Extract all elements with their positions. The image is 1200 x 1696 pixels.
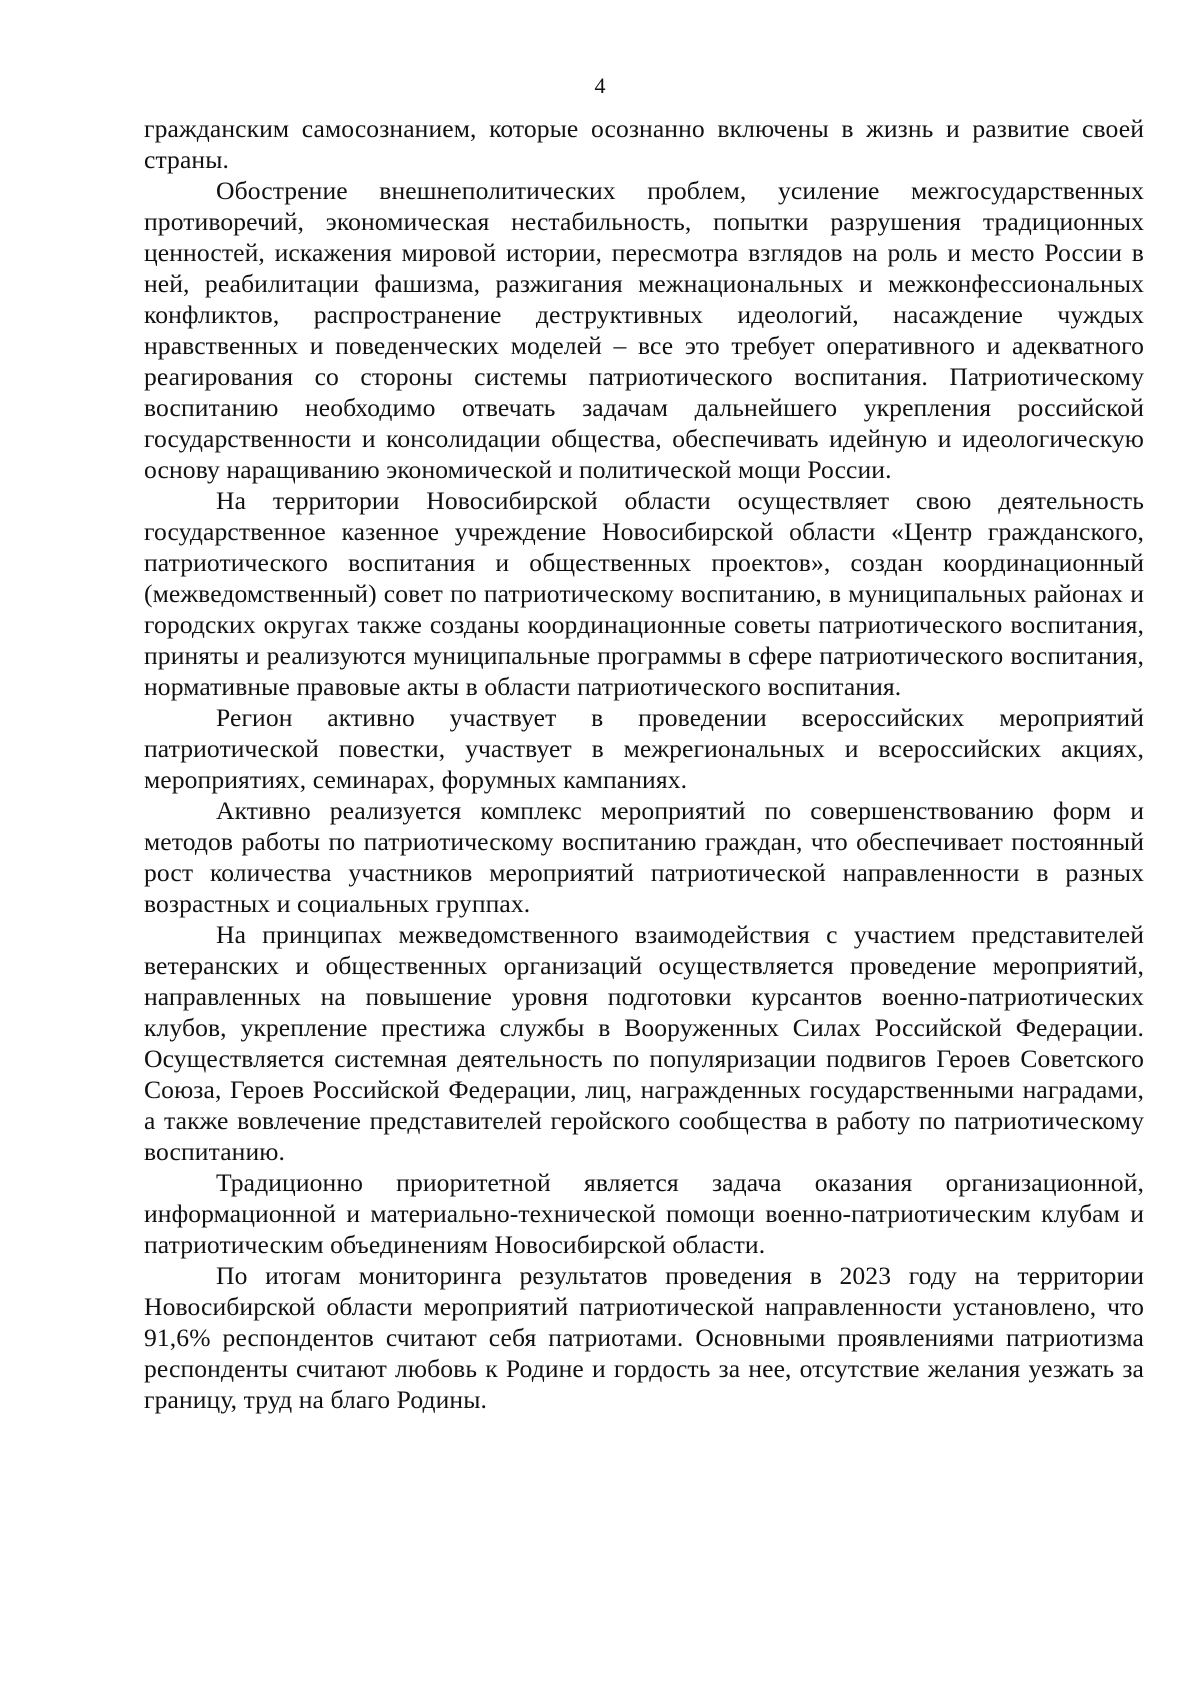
paragraph-monitoring-results: По итогам мониторинга результатов проведения в 2023 году на территории Новосибирской области мероприятий патриотической направленности установлено, что 91,6% респондентов считают себя патриотами. Основными проявлениями патриотизма респонденты считают любовь к Родине и гордость за нее, отсутствие желания уезжать за границу, труд на благо Родины. xyxy=(144,1261,1144,1414)
document-body xyxy=(144,113,1144,1415)
paragraph-foreign-policy-challenges: Обострение внешнеполитических проблем, усиление межгосударственных противоречий, экономическая нестабильность, попытки разрушения традиционных ценностей, искажения мировой истории, пересмотра взглядов на роль и место России в ней, реабилитации фашизма, разжигания межнациональных и межконфессиональных конфликтов, распространение деструктивных идеологий, насаждение чуждых нравственных и поведенческих моделей – все это требует оперативного и адекватного реагирования со стороны системы патриотического воспитания. Патриотическому воспитанию необходимо отвечать задачам дальнейшего укрепления российской государственности и консолидации общества, обеспечивать идейную и идеологическую основу наращиванию экономической и политической мощи России. xyxy=(144,176,1144,484)
paragraph-club-support: Традиционно приоритетной является задача оказания организационной, информационной и материально-технической помощи военно-патриотическим клубам и патриотическим объединениям Новосибирской области. xyxy=(144,1168,1144,1259)
paragraph-methods-improvement: Активно реализуется комплекс мероприятий по совершенствованию форм и методов работы по патриотическому воспитанию граждан, что обеспечивает постоянный рост количества участников мероприятий патриотической направленности в разных возрастных и социальных группах. xyxy=(144,796,1144,918)
paragraph-regional-institutions: На территории Новосибирской области осуществляет свою деятельность государственное казенное учреждение Новосибирской области «Центр гражданского, патриотического воспитания и общественных проектов», создан координационный (межведомственный) совет по патриотическому воспитанию, в муниципальных районах и городских округах также созданы координационные советы патриотического воспитания, приняты и реализуются муниципальные программы в сфере патриотического воспитания, нормативные правовые акты в области патриотического воспитания. xyxy=(144,486,1144,701)
page-number: 4 xyxy=(594,73,606,98)
paragraph-continuation: гражданским самосознанием, которые осознанно включены в жизнь и развитие своей страны. xyxy=(144,114,1144,174)
paragraph-interagency-cooperation: На принципах межведомственного взаимодействия с участием представителей ветеранских и общественных организаций осуществляется проведение мероприятий, направленных на повышение уровня подготовки курсантов военно-патриотических клубов, укрепление престижа службы в Вооруженных Силах Российской Федерации. Осуществляется системная деятельность по популяризации подвигов Героев Советского Союза, Героев Российской Федерации, лиц, награжденных государственными наградами, а также вовлечение представителей геройского сообщества в работу по патриотическому воспитанию. xyxy=(144,920,1144,1166)
paragraph-region-participation: Регион активно участвует в проведении всероссийских мероприятий патриотической повестки, участвует в межрегиональных и всероссийских акциях, мероприятиях, семинарах, форумных кампаниях. xyxy=(144,703,1144,794)
